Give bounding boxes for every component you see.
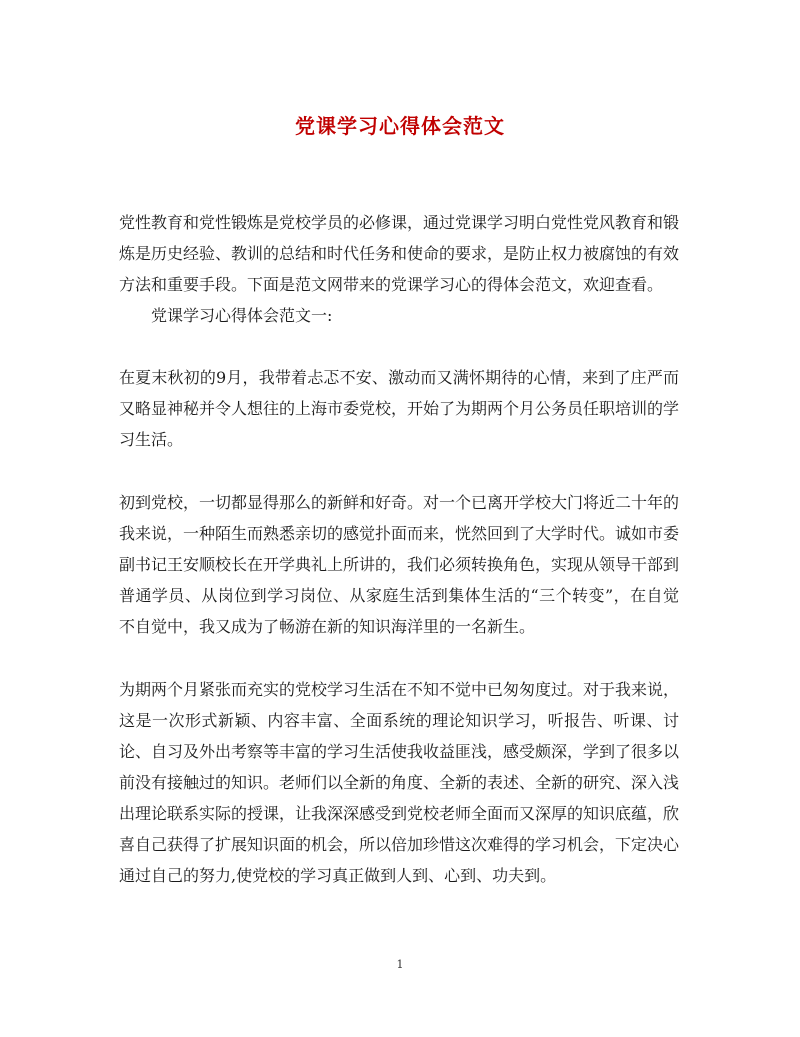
page-number: 1 — [396, 958, 404, 971]
document-body — [119, 207, 679, 891]
body-paragraph-2: 初到党校，一切都显得那么的新鲜和好奇。对一个已离开学校大门将近二十年的我来说，一种陌生而熟悉亲切的感觉扑面而来，恍然回到了大学时代。诚如市委副书记王安顺校长在开学典礼上所讲的，我们必须转换角色，实现从领导干部到普通学员、从岗位到学习岗位、从家庭生活到集体生活的“三个转变”，在自觉不自觉中，我又成为了畅游在新的知识海洋里的一名新生。 — [119, 493, 680, 636]
intro-paragraph: 党性教育和党性锻炼是党校学员的必修课，通过党课学习明白党性党风教育和锻炼是历史经验、教训的总结和时代任务和使命的要求，是防止权力被腐蚀的有效方法和重要手段。下面是范文网带来的党课学习心的得体会范文，欢迎查看。 — [119, 213, 680, 294]
body-paragraph-1: 在夏末秋初的9月，我带着忐忑不安、激动而又满怀期待的心情，来到了庄严而又略显神秘并令人想往的上海市委党校，开始了为期两个月公务员任职培训的学习生活。 — [119, 368, 680, 449]
section-subheading: 党课学习心得体会范文一: — [151, 306, 333, 325]
document-title: 党课学习心得体会范文 — [295, 114, 505, 138]
body-paragraph-3: 为期两个月紧张而充实的党校学习生活在不知不觉中已匆匆度过。对于我来说，这是一次形式新颖、内容丰富、全面系统的理论知识学习，听报告、听课、讨论、自习及外出考察等丰富的学习生活使我收益匪浅，感受颇深，学到了很多以前没有接触过的知识。老师们以全新的角度、全新的表述、全新的研究、深入浅出理论联系实际的授课，让我深深感受到党校老师全面而又深厚的知识底蕴，欣喜自己获得了扩展知识面的机会，所以倍加珍惜这次难得的学习机会，下定决心通过自己的努力,使党校的学习真正做到人到、心到、功夫到。 — [119, 680, 680, 885]
